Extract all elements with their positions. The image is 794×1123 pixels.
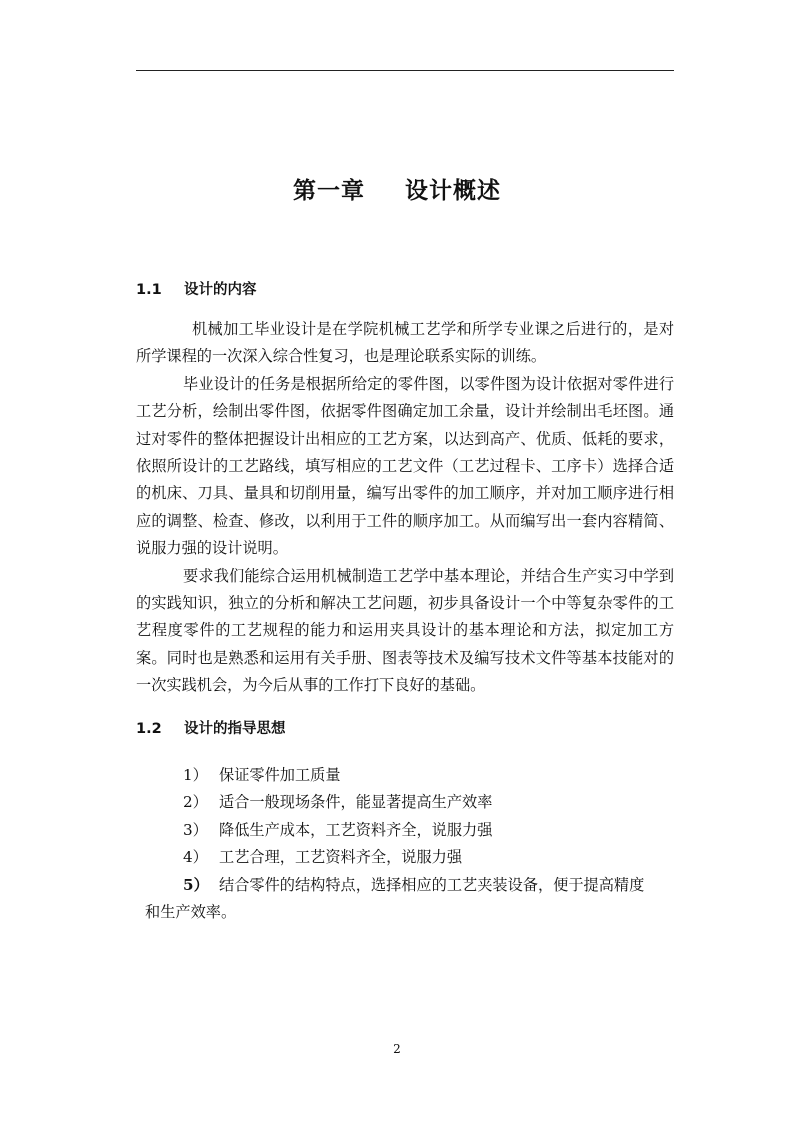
section-1-body (136, 316, 674, 700)
section-heading-1-1 (136, 278, 257, 299)
list-item-text: 结合零件的结构特点，选择相应的工艺夹装设备，便于提高精度 (219, 875, 645, 894)
list-marker: 4） (183, 848, 208, 867)
list-item-text: 降低生产成本，工艺资料齐全，说服力强 (219, 820, 493, 839)
paragraph: 要求我们能综合运用机械制造工艺学中基本理论，并结合生产实习中学到的实践知识，独立的分析和解决工艺问题，初步具备设计一个中等复杂零件的工艺程度零件的工艺规程的能力和运用夹具设计的基本理论和方法，拟定加工方案。同时也是熟悉和运用有关手册、图表等技术及编写技术文件等基本技能对的一次实践机会，为今后从事的工作打下良好的基础。 (136, 566, 674, 695)
section-title: 设计的指导思想 (184, 721, 286, 737)
list-marker: 1） (183, 766, 208, 784)
section-number: 1.2 (136, 721, 162, 737)
list-item (136, 844, 674, 871)
section-title: 设计的内容 (184, 282, 257, 298)
list-marker: 2） (183, 793, 208, 812)
list-item (136, 762, 674, 789)
list-item (136, 817, 674, 844)
list-item (136, 872, 674, 927)
list-item-text-continued: 和生产效率。 (145, 903, 237, 922)
paragraph: 毕业设计的任务是根据所给定的零件图，以零件图为设计依据对零件进行工艺分析，绘制出零件图，依据零件图确定加工余量，设计并绘制出毛坯图。通过对零件的整体把握设计出相应的工艺方案，以达到高产、优质、低耗的要求，依照所设计的工艺路线，填写相应的工艺文件（工艺过程卡、工序卡）选择合适的机床、刀具、量具和切削用量，编写出零件的加工顺序，并对加工顺序进行相应的调整、检查、修改，以利用于工件的顺序加工。从而编写出一套内容精简、说服力强的设计说明。 (136, 374, 674, 558)
chapter-name: 设计概述 (405, 178, 501, 204)
guideline-list (136, 762, 674, 926)
chapter-title (0, 172, 794, 205)
list-item-text: 工艺合理，工艺资料齐全，说服力强 (219, 848, 462, 867)
page-number: 2 (393, 1042, 401, 1056)
list-marker: 3） (183, 820, 208, 839)
list-marker: 5） (183, 875, 209, 894)
section-heading-1-2 (136, 717, 286, 738)
list-item (136, 789, 674, 816)
header-rule (136, 70, 674, 71)
paragraph: 机械加工毕业设计是在学院机械工艺学和所学专业课之后进行的，是对所学课程的一次深入综合性复习，也是理论联系实际的训练。 (136, 320, 674, 366)
list-item-text: 保证零件加工质量 (219, 766, 341, 784)
section-number: 1.1 (136, 282, 162, 298)
list-item-text: 适合一般现场条件，能显著提高生产效率 (219, 793, 493, 812)
chapter-number: 第一章 (293, 178, 365, 204)
